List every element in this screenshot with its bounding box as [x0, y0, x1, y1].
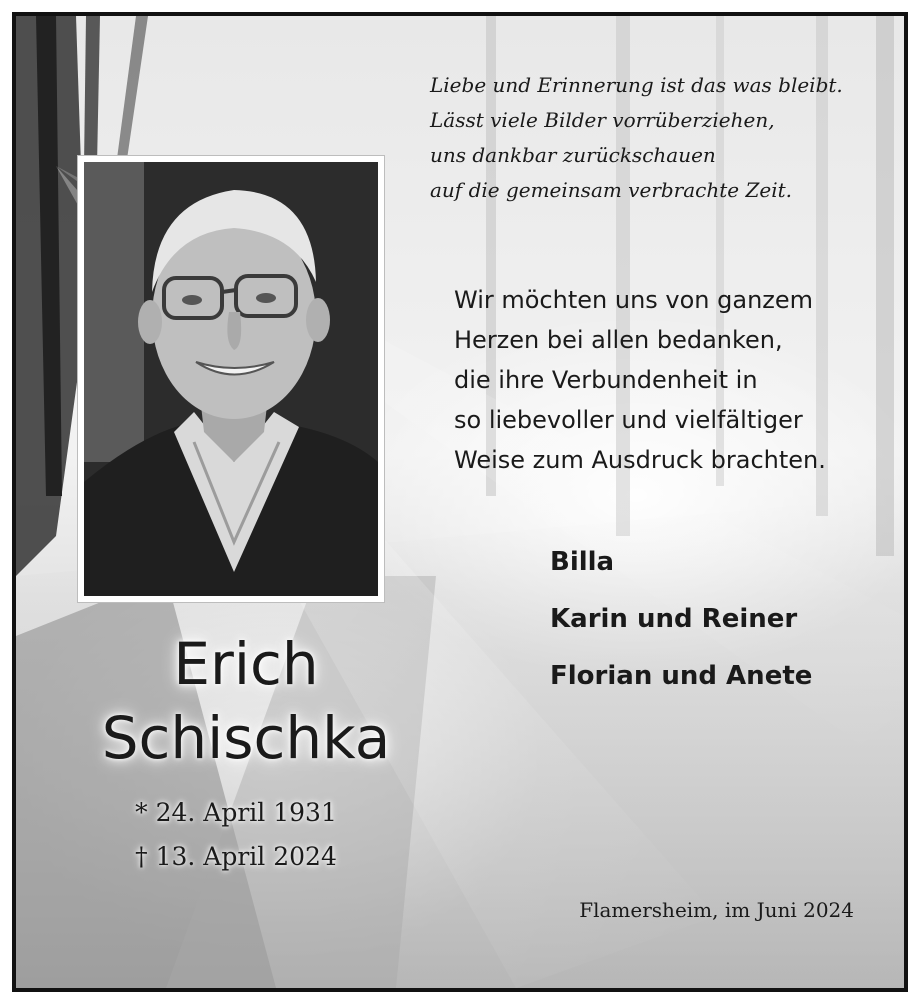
- poem-line: auf die gemeinsam verbrachte Zeit.: [430, 178, 793, 202]
- poem-line: uns dankbar zurückschauen: [430, 143, 716, 167]
- memorial-poem: [430, 68, 900, 208]
- signer-name: Billa: [550, 547, 615, 577]
- portrait-illustration: [84, 162, 378, 596]
- thanks-line: so liebevoller und vielfältiger: [454, 406, 803, 434]
- portrait-photo: [84, 162, 378, 596]
- place-and-date: Flamersheim, im Juni 2024: [579, 898, 854, 922]
- thanks-line: Weise zum Ausdruck brachten.: [454, 446, 826, 474]
- poem-line: Liebe und Erinnerung ist das was bleibt.: [430, 73, 843, 97]
- signer-name: Florian und Anete: [550, 661, 813, 691]
- signer-name: Karin und Reiner: [550, 604, 798, 634]
- thank-you-message: [454, 280, 904, 480]
- obituary-card: [12, 12, 908, 992]
- deceased-last-name: Schischka: [101, 704, 391, 772]
- deceased-first-name: Erich: [173, 630, 319, 698]
- death-date: † 13. April 2024: [135, 842, 337, 871]
- poem-line: Lässt viele Bilder vorrüberziehen,: [430, 108, 775, 132]
- portrait-photo-frame: [78, 156, 384, 602]
- signers-list: [550, 534, 890, 705]
- birth-date: * 24. April 1931: [135, 798, 337, 827]
- thanks-line: die ihre Verbundenheit in: [454, 366, 758, 394]
- thanks-line: Herzen bei allen bedanken,: [454, 326, 783, 354]
- thanks-line: Wir möchten uns von ganzem: [454, 286, 814, 314]
